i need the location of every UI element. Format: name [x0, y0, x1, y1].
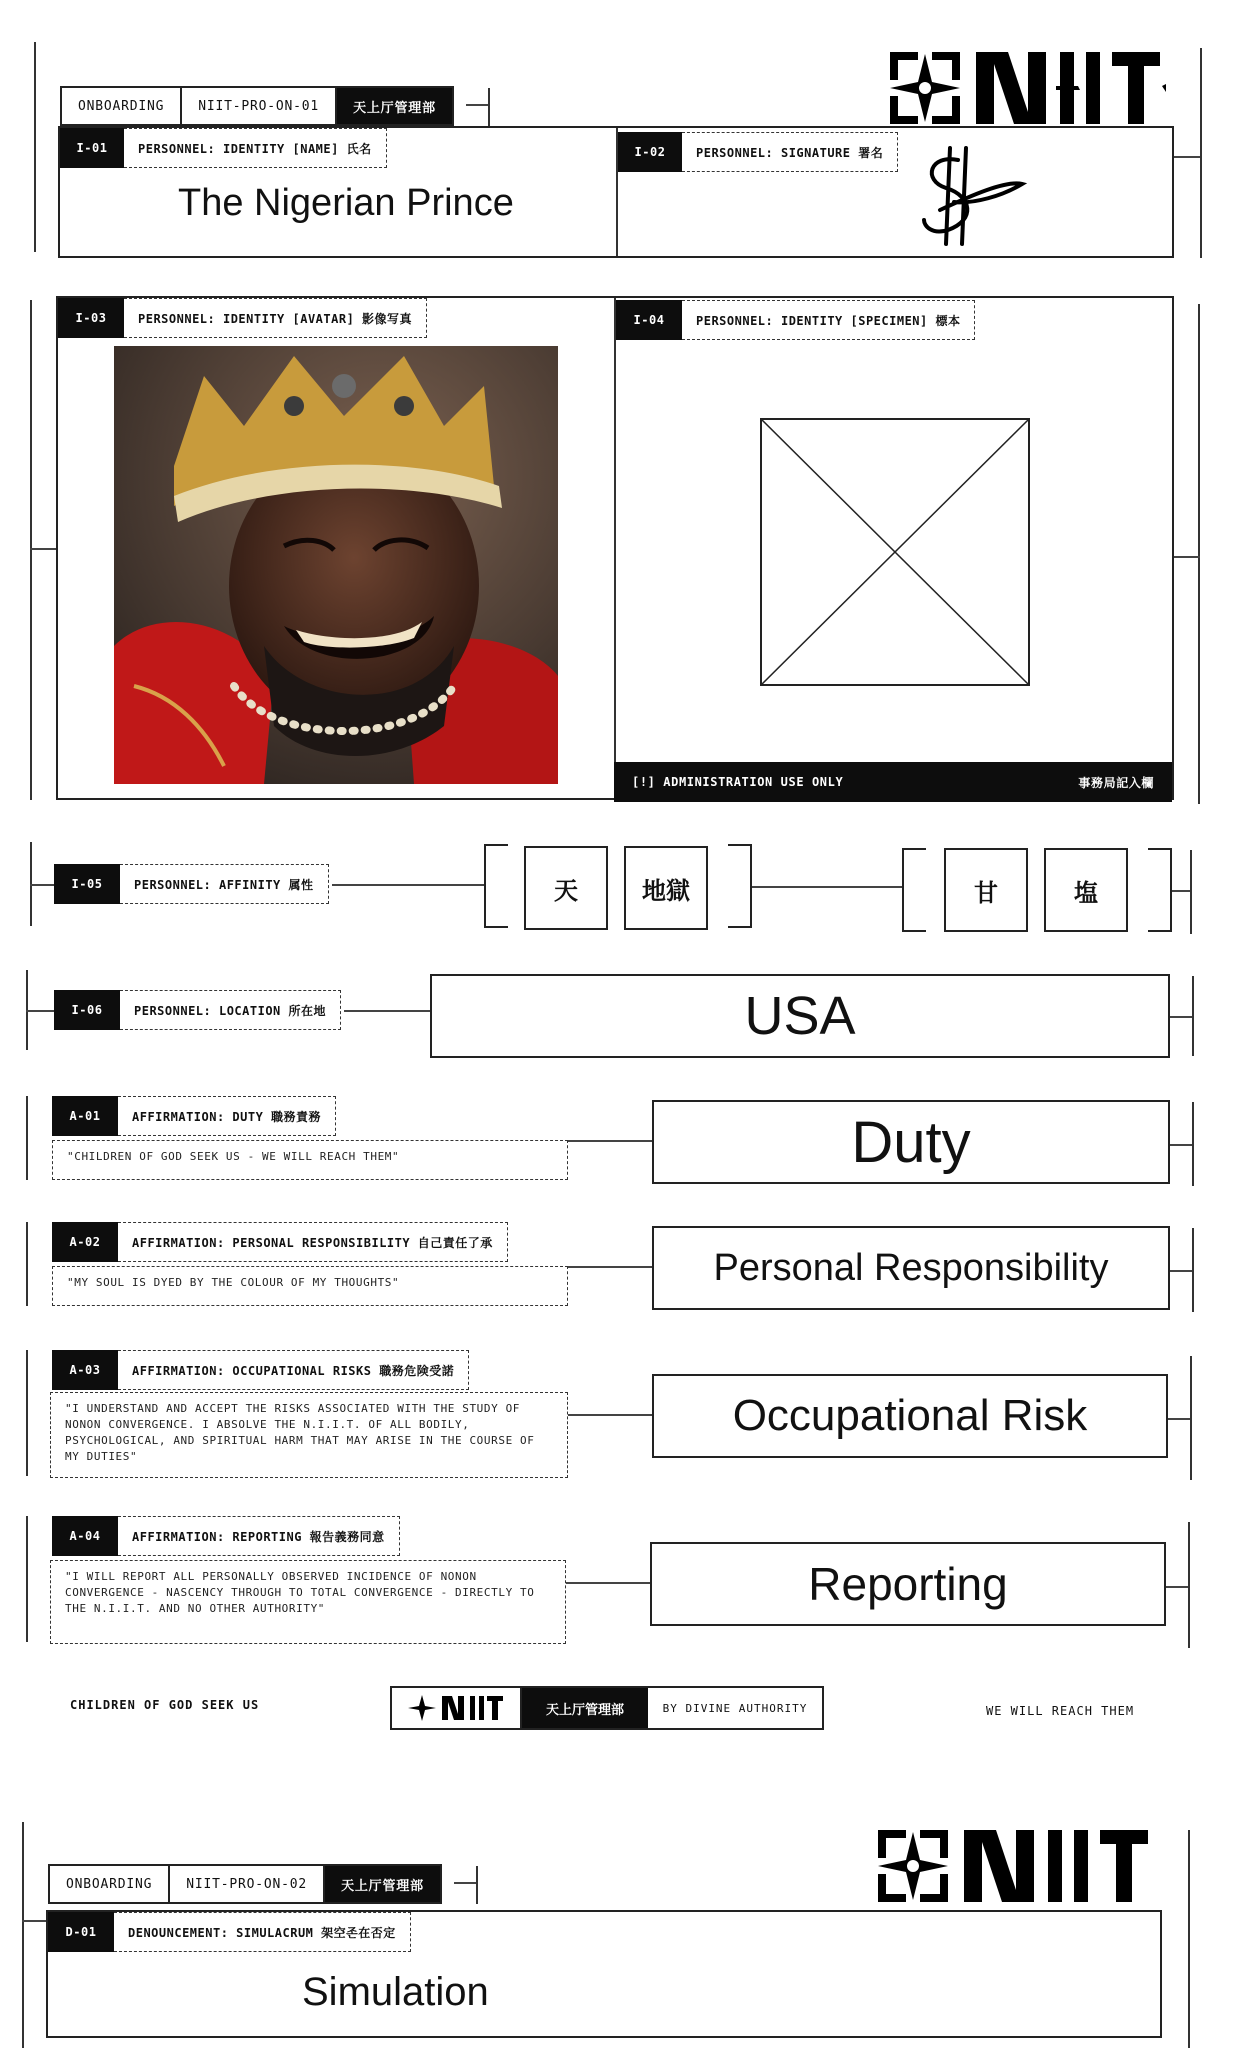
field-label: PERSONNEL: SIGNATURE 署名 [682, 132, 898, 172]
tab-form-number[interactable]: NIIT-PRO-ON-02 [170, 1866, 325, 1902]
field-label: PERSONNEL: IDENTITY [NAME] 氏名 [124, 128, 387, 168]
footer-motto-right: WE WILL REACH THEM [986, 1704, 1135, 1718]
tab-onboarding[interactable]: ONBOARDING [50, 1866, 170, 1902]
name-value[interactable]: The Nigerian Prince [178, 182, 514, 224]
field-id: I-03 [58, 298, 124, 338]
location-value[interactable]: USA [430, 974, 1170, 1058]
field-label: PERSONNEL: IDENTITY [AVATAR] 影像写真 [124, 298, 427, 338]
affirmation-occupational-risk[interactable]: Occupational Risk [652, 1374, 1168, 1458]
admin-footer [614, 762, 1172, 802]
field-label: AFFIRMATION: PERSONAL RESPONSIBILITY 自己責任了承 [118, 1222, 508, 1262]
admin-footer-right: 事務局記入欄 [1078, 775, 1154, 790]
avatar-photo[interactable] [114, 346, 558, 784]
affirmation-quote: "I WILL REPORT ALL PERSONALLY OBSERVED INCIDENCE OF NONON CONVERGENCE - NASCENCY THROUGH TO TOTAL CONVERGENCE - DIRECTLY TO THE N.I.I.T. AND NO OTHER AUTHORITY" [50, 1560, 566, 1644]
field-id: A-01 [52, 1096, 118, 1136]
field-id: I-01 [60, 128, 124, 168]
tab-department[interactable]: 天上厅管理部 [325, 1866, 440, 1902]
simulacrum-value[interactable]: Simulation [302, 1970, 489, 2014]
sheet2-tabs [48, 1864, 442, 1904]
admin-footer-left: [!] ADMINISTRATION USE ONLY [632, 775, 844, 789]
affinity-option[interactable]: 甘 [944, 848, 1028, 932]
field-label: AFFIRMATION: REPORTING 報告義務同意 [118, 1516, 400, 1556]
affirmation-duty[interactable]: Duty [652, 1100, 1170, 1184]
field-id: I-04 [616, 300, 682, 340]
niit-logo [868, 1824, 1158, 1908]
affinity-option[interactable]: 天 [524, 846, 608, 930]
niit-logo [880, 46, 1170, 130]
affirmation-quote: "I UNDERSTAND AND ACCEPT THE RISKS ASSOCIATED WITH THE STUDY OF NONON CONVERGENCE. I ABSOLVE THE N.I.I.T. OF ALL BODILY, PSYCHOLOGICAL, AND SPIRITUAL HARM THAT MAY ARISE IN THE COURSE OF MY DUTIES" [50, 1392, 568, 1478]
field-label: PERSONNEL: LOCATION 所在地 [120, 990, 341, 1030]
field-id: A-03 [52, 1350, 118, 1390]
tab-department[interactable]: 天上厅管理部 [337, 88, 452, 124]
specimen-placeholder[interactable] [760, 418, 1030, 686]
sheet1-tabs [60, 86, 454, 126]
footer-dept: 天上厅管理部 [522, 1688, 648, 1728]
footer-authority: BY DIVINE AUTHORITY [662, 1701, 808, 1715]
affinity-option[interactable]: 塩 [1044, 848, 1128, 932]
footer-motto-left: CHILDREN OF GOD SEEK US [70, 1698, 260, 1712]
field-label: AFFIRMATION: OCCUPATIONAL RISKS 職務危険受諾 [118, 1350, 469, 1390]
field-label: PERSONNEL: AFFINITY 属性 [120, 864, 329, 904]
tab-form-number[interactable]: NIIT-PRO-ON-01 [182, 88, 337, 124]
field-id: A-02 [52, 1222, 118, 1262]
affirmation-quote: "CHILDREN OF GOD SEEK US - WE WILL REACH THEM" [52, 1140, 568, 1180]
footer-brand [390, 1686, 824, 1730]
affirmation-personal-responsibility[interactable]: Personal Responsibility [652, 1226, 1170, 1310]
affinity-option[interactable]: 地獄 [624, 846, 708, 930]
field-id: D-01 [48, 1912, 114, 1952]
field-label: PERSONNEL: IDENTITY [SPECIMEN] 標本 [682, 300, 975, 340]
affirmation-reporting[interactable]: Reporting [650, 1542, 1166, 1626]
field-label: DENOUNCEMENT: SIMULACRUM 架空존在否定 [114, 1912, 411, 1952]
signature[interactable] [910, 140, 1030, 250]
field-id: I-05 [54, 864, 120, 904]
affirmation-quote: "MY SOUL IS DYED BY THE COLOUR OF MY THOUGHTS" [52, 1266, 568, 1306]
field-id: I-06 [54, 990, 120, 1030]
tab-onboarding[interactable]: ONBOARDING [62, 88, 182, 124]
field-id: A-04 [52, 1516, 118, 1556]
niit-logo-small [408, 1693, 504, 1723]
field-label: AFFIRMATION: DUTY 職務責務 [118, 1096, 336, 1136]
field-id: I-02 [618, 132, 682, 172]
